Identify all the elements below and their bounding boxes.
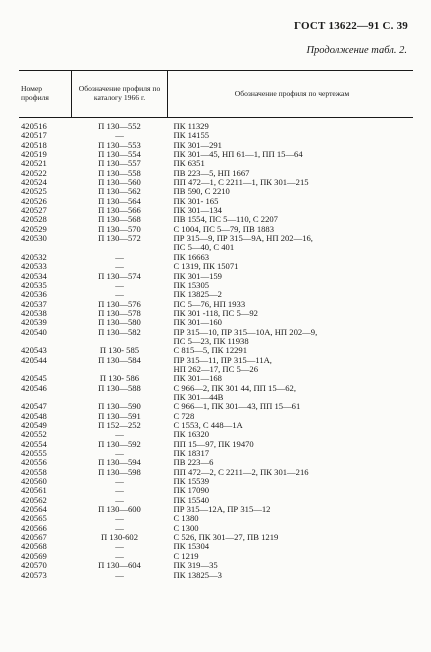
drawing-designation-cell: ПС 5—23, ПК 11938	[173, 336, 249, 346]
catalog-designation-cell: П 130—604	[98, 561, 141, 571]
catalog-designation-cell: П 130—576	[98, 299, 141, 309]
drawing-designation-cell: ПК 301—45, НП 61—1, ПП 15—64	[173, 150, 303, 160]
drawing-designation-cell: ПК 301 -118, ПС 5—92	[173, 308, 258, 318]
table-row	[19, 421, 413, 430]
profile-number-cell: 420556	[21, 458, 47, 468]
catalog-designation-cell: П 152—252	[98, 421, 141, 430]
profile-number-cell: 420548	[21, 411, 47, 421]
table-row	[19, 561, 413, 570]
drawing-designation-cell: ПК 6351	[173, 159, 205, 169]
table-row	[19, 524, 413, 533]
drawing-designation-cell: ПП 472—1, С 2211—1, ПК 301—215	[173, 178, 309, 188]
profile-number-cell: 420534	[21, 271, 47, 281]
profile-number-cell: 420521	[21, 159, 47, 169]
drawing-designation-cell: ПК 13825—3	[173, 570, 222, 580]
table-row	[19, 309, 413, 318]
table-row	[19, 571, 413, 580]
profile-number-cell: 420567	[21, 533, 47, 543]
drawing-designation-cell: ПК 301—291	[173, 140, 222, 150]
table-row	[19, 393, 413, 402]
table-row	[19, 384, 413, 393]
drawing-designation-cell: ПС 5—40, С 401	[173, 243, 235, 253]
profile-number-cell: 420533	[21, 262, 47, 272]
table-row	[19, 356, 413, 365]
table-row	[19, 374, 413, 383]
page-header: ГОСТ 13622—91 С. 39	[294, 20, 408, 32]
table-row	[19, 440, 413, 449]
table-row	[19, 197, 413, 206]
profile-number-cell: 420538	[21, 308, 47, 318]
catalog-designation-cell	[72, 337, 168, 346]
profile-number-cell: 420554	[21, 439, 47, 449]
table-row	[19, 215, 413, 224]
drawing-designation-cell: ПК 15540	[173, 495, 210, 505]
catalog-designation-cell: —	[115, 280, 124, 290]
drawing-designation-cell: ПК 16663	[173, 252, 210, 262]
profile-number-cell	[19, 337, 72, 346]
catalog-designation-cell	[72, 243, 168, 252]
profile-number-cell: 420547	[21, 402, 47, 412]
profile-number-cell	[19, 393, 72, 402]
catalog-designation-cell: —	[115, 542, 124, 552]
profile-number-cell: 420522	[21, 168, 47, 178]
profile-number-cell: 420545	[21, 374, 47, 384]
column-header-catalog-designation: Обозначение профиля по каталогу 1966 г.	[72, 71, 168, 118]
catalog-designation-cell: —	[115, 514, 124, 524]
catalog-designation-cell: П 130—580	[98, 318, 141, 328]
catalog-designation-cell	[72, 365, 168, 374]
profile-number-cell: 420526	[21, 196, 47, 206]
profile-number-cell: 420519	[21, 150, 47, 160]
catalog-designation-cell: П 130—594	[98, 458, 141, 468]
catalog-designation-cell: П 130—591	[98, 411, 141, 421]
catalog-designation-cell: —	[115, 486, 124, 496]
table-row	[19, 533, 413, 542]
table-row	[19, 243, 413, 252]
drawing-designation-cell: ПС 5—76, НП 1933	[173, 299, 246, 309]
table-row	[19, 486, 413, 495]
table-row	[19, 234, 413, 243]
catalog-designation-cell: П 130- 585	[99, 346, 140, 356]
drawing-designation-cell: ПП 472—2, С 2211—2, ПК 301—216	[173, 467, 309, 477]
drawing-designation-cell: С 1380	[173, 514, 199, 524]
drawing-designation-cell: ПК 301—44В	[173, 392, 224, 402]
catalog-designation-cell: П 130—566	[98, 206, 141, 216]
table-row	[19, 281, 413, 290]
profile-number-cell: 420566	[21, 523, 47, 533]
profile-number-cell: 420530	[21, 234, 47, 244]
catalog-designation-cell: П 130—552	[98, 122, 141, 131]
catalog-designation-cell: П 130—582	[98, 327, 141, 337]
catalog-designation-cell: —	[115, 252, 124, 262]
profile-number-cell: 420517	[21, 131, 47, 141]
drawing-designation-cell: С 966—1, ПК 301—43, ПП 15—61	[173, 402, 301, 412]
profile-number-cell: 420527	[21, 206, 47, 216]
drawing-designation-cell: НП 262—17, ПС 5—26	[173, 364, 259, 374]
drawing-designation-cell: ПК 301—168	[173, 374, 222, 384]
catalog-designation-cell: П 130—598	[98, 467, 141, 477]
table-row	[19, 552, 413, 561]
profile-number-cell: 420532	[21, 252, 47, 262]
table-continuation-caption: Продолжение табл. 2.	[306, 45, 407, 56]
drawing-designation-cell: С 1553, С 448—1А	[173, 421, 243, 430]
drawing-designation-cell: ПК 11329	[173, 122, 209, 131]
drawing-designation-cell: ПР 315—9, ПР 315—9А, НП 202—16,	[173, 234, 313, 244]
table-row	[19, 253, 413, 262]
table-row	[19, 150, 413, 159]
table-row	[19, 449, 413, 458]
drawing-designation-cell: ПВ 223—5, НП 1667	[173, 168, 250, 178]
catalog-designation-cell: П 130—572	[98, 234, 141, 244]
table-row	[19, 178, 413, 187]
profile-number-cell: 420552	[21, 430, 47, 440]
table-row	[19, 430, 413, 439]
catalog-designation-cell: П 130—564	[98, 196, 141, 206]
profile-number-cell: 420539	[21, 318, 47, 328]
catalog-designation-cell: —	[115, 131, 124, 141]
drawing-designation-cell: ПК 16320	[173, 430, 210, 440]
drawing-designation-cell: ПК 15539	[173, 477, 210, 487]
table-header-row	[19, 71, 413, 118]
profile-number-cell: 420528	[21, 215, 47, 225]
drawing-designation-cell: ПК 17090	[173, 486, 210, 496]
drawing-designation-cell: С 1219	[173, 551, 199, 561]
catalog-designation-cell: —	[115, 523, 124, 533]
profile-number-cell: 420529	[21, 224, 47, 234]
drawing-designation-cell: ПК 301—159	[173, 271, 222, 281]
drawing-designation-cell: ПК 301—160	[173, 318, 222, 328]
table-body	[19, 118, 413, 580]
table-row	[19, 337, 413, 346]
drawing-designation-cell: ПВ 590, С 2210	[173, 187, 230, 197]
drawing-designation-cell: ПК 15305	[173, 280, 210, 290]
catalog-designation-cell: П 130—562	[98, 187, 141, 197]
table-row	[19, 477, 413, 486]
profile-number-cell	[19, 365, 72, 374]
table-row	[19, 206, 413, 215]
catalog-designation-cell: П 130—558	[98, 168, 141, 178]
drawing-designation-cell: ПК 319—35	[173, 561, 218, 571]
profile-number-cell: 420524	[21, 178, 47, 188]
profile-number-cell: 420555	[21, 449, 47, 459]
catalog-designation-cell: П 130—588	[98, 383, 141, 393]
drawing-designation-cell: С 728	[173, 411, 195, 421]
drawing-designation-cell: С 1319, ПК 15071	[173, 262, 239, 272]
profile-number-cell: 420549	[21, 421, 47, 430]
catalog-designation-cell: П 130—553	[98, 140, 141, 150]
catalog-designation-cell: —	[115, 290, 124, 300]
table-row	[19, 318, 413, 327]
drawing-designation-cell: ПК 14155	[173, 131, 210, 141]
profile-number-cell: 420516	[21, 122, 47, 131]
table-row	[19, 187, 413, 196]
profile-number-cell: 420543	[21, 346, 47, 356]
profiles-table	[19, 70, 413, 580]
catalog-designation-cell: —	[115, 449, 124, 459]
drawing-designation-cell: ПК 15304	[173, 542, 210, 552]
profile-number-cell: 420518	[21, 140, 47, 150]
drawing-designation-cell: ПК 301- 165	[173, 196, 219, 206]
drawing-designation-cell: ПВ 223—6	[173, 458, 214, 468]
table-row	[19, 496, 413, 505]
catalog-designation-cell: —	[115, 495, 124, 505]
catalog-designation-cell: П 130—554	[98, 150, 141, 160]
table-row	[19, 328, 413, 337]
catalog-designation-cell: П 130—590	[98, 402, 141, 412]
profile-number-cell: 420536	[21, 290, 47, 300]
table-row	[19, 169, 413, 178]
table-row	[19, 365, 413, 374]
catalog-designation-cell: П 130—600	[98, 505, 141, 515]
drawing-designation-cell: С 1004, ПС 5—79, ПВ 1883	[173, 224, 275, 234]
table-row	[19, 290, 413, 299]
table-row	[19, 458, 413, 467]
table-row	[19, 346, 413, 355]
table-row	[19, 131, 413, 140]
table-row	[19, 122, 413, 131]
drawing-designation-cell: ПК 13825—2	[173, 290, 222, 300]
table-row	[19, 542, 413, 551]
catalog-designation-cell	[72, 393, 168, 402]
profile-number-cell: 420537	[21, 299, 47, 309]
drawing-designation-cell: ПР 315—11, ПР 315—11А,	[173, 355, 272, 365]
profile-number-cell: 420564	[21, 505, 47, 515]
profile-number-cell	[19, 243, 72, 252]
profile-number-cell: 420561	[21, 486, 47, 496]
catalog-designation-cell: П 130—592	[98, 439, 141, 449]
table-row	[19, 412, 413, 421]
table-row	[19, 141, 413, 150]
catalog-designation-cell: П 130-602	[101, 533, 138, 543]
column-header-profile-number: Номер профиля	[19, 71, 72, 118]
drawing-designation-cell: С 815—5, ПК 12291	[173, 346, 248, 356]
table-row	[19, 262, 413, 271]
table-row	[19, 300, 413, 309]
profile-number-cell: 420558	[21, 467, 47, 477]
catalog-designation-cell: —	[115, 430, 124, 440]
drawing-designation-cell: С 1300	[173, 523, 199, 533]
drawing-designation-cell: ПР 315—10, ПР 315—10А, НП 202—9,	[173, 327, 318, 337]
drawing-designation-cell: ПК 18317	[173, 449, 210, 459]
column-header-drawing-designation: Обозначение профиля по чертежам	[168, 71, 414, 118]
table-row	[19, 468, 413, 477]
profile-number-cell: 420546	[21, 383, 47, 393]
profile-number-cell: 420565	[21, 514, 47, 524]
profile-number-cell: 420569	[21, 551, 47, 561]
table-row	[19, 514, 413, 523]
drawing-designation-cell: ПК 301—134	[173, 206, 222, 216]
profile-number-cell: 420562	[21, 495, 47, 505]
catalog-designation-cell: П 130—574	[98, 271, 141, 281]
table-row	[19, 159, 413, 168]
table-row	[19, 225, 413, 234]
profile-number-cell: 420560	[21, 477, 47, 487]
catalog-designation-cell: —	[115, 262, 124, 272]
table-row	[19, 505, 413, 514]
profile-number-cell: 420535	[21, 280, 47, 290]
drawing-designation-cell: С 526, ПК 301—27, ПВ 1219	[173, 533, 279, 543]
table-row	[19, 402, 413, 411]
catalog-designation-cell: П 130—578	[98, 308, 141, 318]
catalog-designation-cell: —	[115, 570, 124, 580]
catalog-designation-cell: П 130—560	[98, 178, 141, 188]
catalog-designation-cell: —	[115, 477, 124, 487]
drawing-designation-cell: ПП 15—97, ПК 19470	[173, 439, 254, 449]
profile-number-cell: 420525	[21, 187, 47, 197]
catalog-designation-cell: П 130—570	[98, 224, 141, 234]
profile-number-cell: 420570	[21, 561, 47, 571]
drawing-designation-cell: ПР 315—12А, ПР 315—12	[173, 505, 271, 515]
profile-number-cell: 420540	[21, 327, 47, 337]
drawing-designation-cell: ПВ 1554, ПС 5—110, С 2207	[173, 215, 278, 225]
table-row	[19, 272, 413, 281]
catalog-designation-cell: —	[115, 551, 124, 561]
profile-number-cell: 420544	[21, 355, 47, 365]
profile-number-cell: 420573	[21, 570, 47, 580]
catalog-designation-cell: П 130- 586	[99, 374, 140, 384]
catalog-designation-cell: П 130—568	[98, 215, 141, 225]
catalog-designation-cell: П 130—557	[98, 159, 141, 169]
drawing-designation-cell: С 966—2, ПК 301 44, ПП 15—62,	[173, 383, 296, 393]
profile-number-cell: 420568	[21, 542, 47, 552]
catalog-designation-cell: П 130—584	[98, 355, 141, 365]
